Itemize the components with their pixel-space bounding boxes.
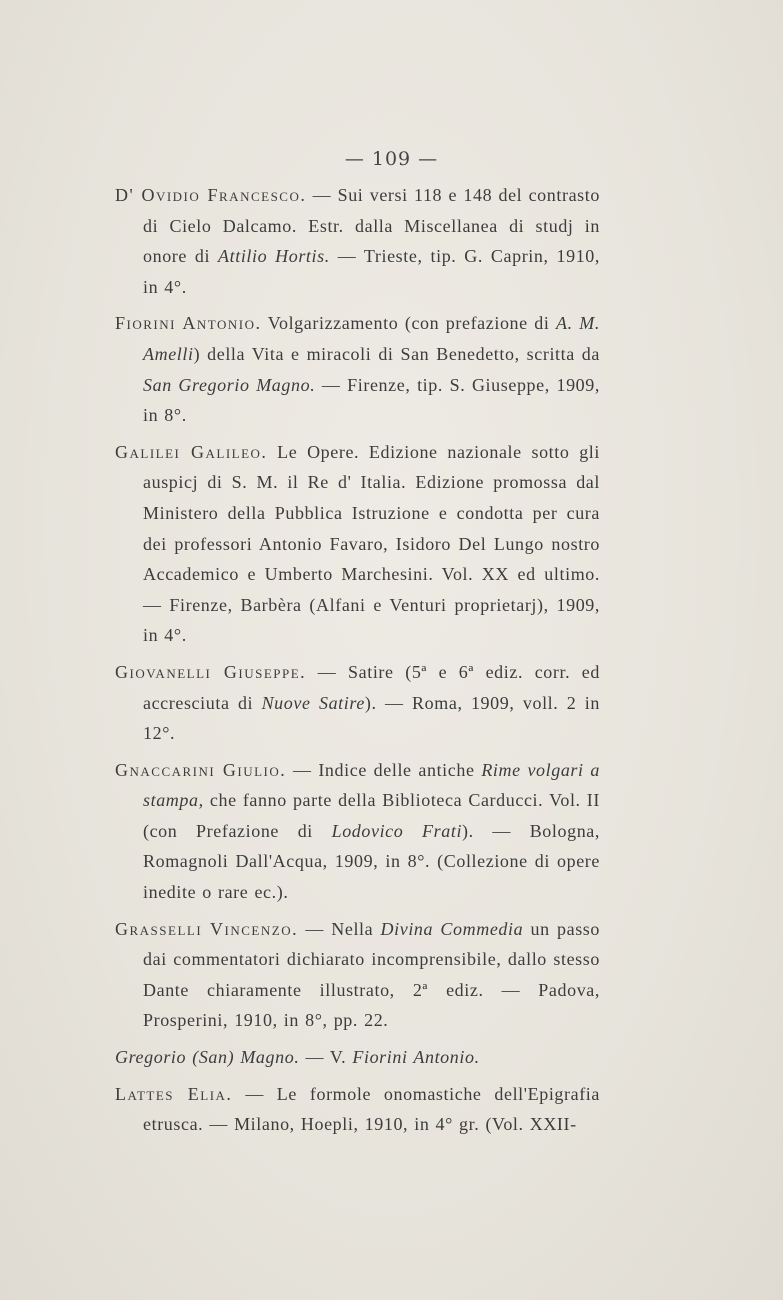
entry-author: Gregorio (San) Magno.	[115, 1047, 300, 1068]
entry-author: Fiorini Antonio.	[115, 313, 262, 334]
entry-author: Grasselli Vincenzo.	[115, 918, 299, 939]
entry-author: D' Ovidio Francesco.	[115, 185, 307, 205]
entry-author: Lattes Elia.	[115, 1083, 233, 1104]
bibliography-list	[115, 180, 600, 1146]
entry-grasselli: Grasselli Vincenzo. — Nella Divina Commedia un passo dai commentatori dichiarato incomprensibile, dallo stesso Dante chiaramente illustrato, 2ª ediz. — Padova, Prosperini, 1910, in 8°, pp. 22.	[115, 918, 601, 1031]
entry-author: Galilei Galileo.	[115, 441, 268, 462]
entry-giovanelli: Giovanelli Giuseppe. — Satire (5ª e 6ª ediz. corr. ed accresciuta di Nuove Satire). — Roma, 1909, voll. 2 in 12°.	[115, 661, 601, 744]
entry-dovidio: D' Ovidio Francesco. — Sui versi 118 e 148 del contrasto di Cielo Dalcamo. Estr. dalla Miscellanea di studj in onore di Attilio Hortis. — Trieste, tip. G. Caprin, 1910, in 4°.	[115, 185, 601, 297]
entry-fiorini: Fiorini Antonio. Volgarizzamento (con prefazione di A. M. Amelli) della Vita e miracoli di San Benedetto, scritta da San Gregorio Magno. — Firenze, tip. S. Giuseppe, 1909, in 8°.	[115, 313, 600, 426]
entry-author: Gnaccarini Giulio.	[115, 759, 287, 780]
entry-author: Giovanelli Giuseppe.	[115, 661, 307, 682]
entry-lattes: Lattes Elia. — Le formole onomastiche dell'Epigrafia etrusca. — Milano, Hoepli, 1910, in 4° gr. (Vol. XXII-	[115, 1083, 600, 1135]
entry-gnaccarini: Gnaccarini Giulio. — Indice delle antiche Rime volgari a stampa, che fanno parte della Biblioteca Carducci. Vol. II (con Prefazione di Lodovico Frati). — Bologna, Romagnoli Dall'Acqua, 1909, in 8°. (Collezione di opere inedite o rare ec.).	[115, 759, 600, 903]
entry-gregorio-crossref: Gregorio (San) Magno. — V. Fiorini Antonio.	[115, 1047, 480, 1068]
entry-galilei: Galilei Galileo. Le Opere. Edizione nazionale sotto gli auspicj di S. M. il Re d' Italia. Edizione promossa dal Ministero della Pubblica Istruzione e condotta per cura dei professori Antonio Favaro, Isidoro Del Lungo nostro Accademico e Umberto Marchesini. Vol. XX ed ultimo. — Firenze, Barbèra (Alfani e Venturi proprietarj), 1909, in 4°.	[115, 441, 600, 646]
page-number: — 109 —	[344, 148, 439, 170]
